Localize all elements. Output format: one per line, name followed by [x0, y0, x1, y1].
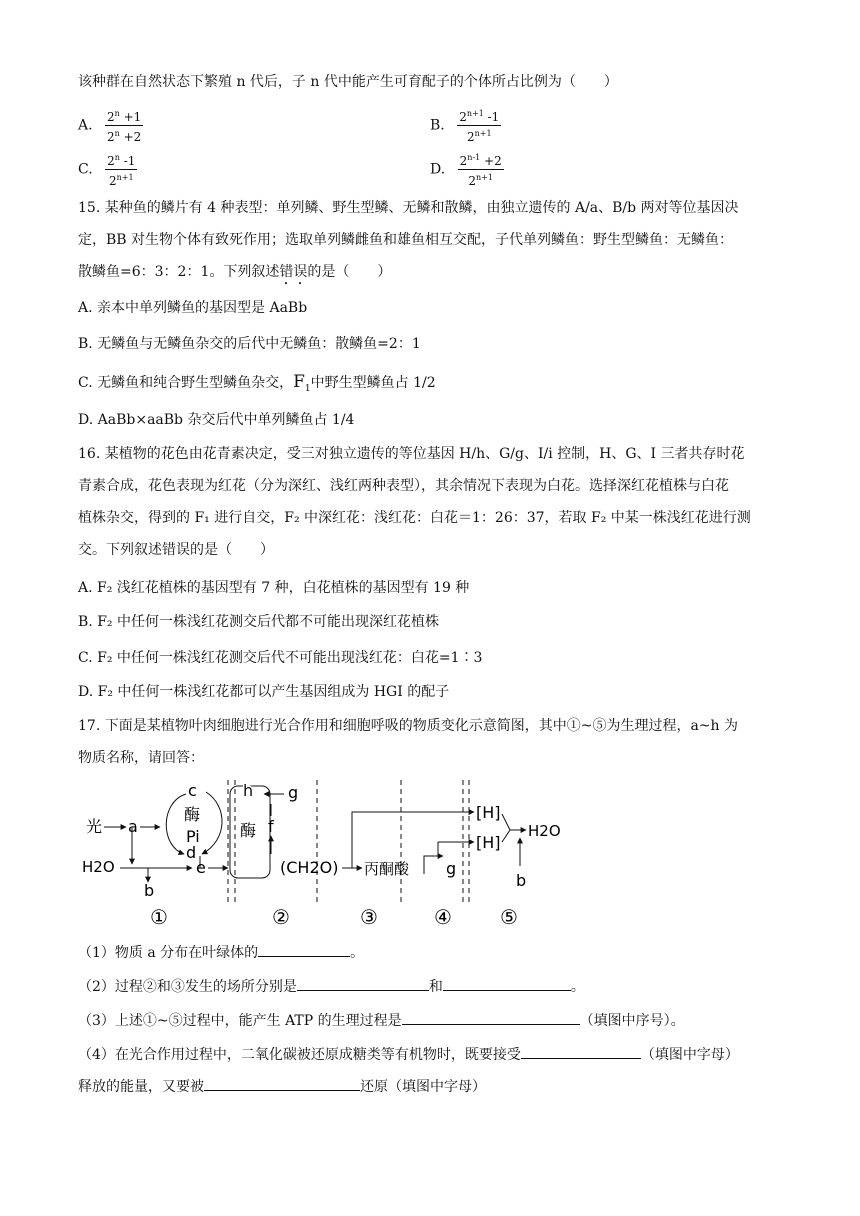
- q15-line-1: 15. 某种鱼的鳞片有 4 种表型：单列鳞、野生型鳞、无鳞和散鳞，由独立遗传的 A/a、B/b 两对等位基因决: [78, 200, 739, 216]
- pyruvate-label: 丙酮酸: [364, 860, 410, 878]
- q15-option-d[interactable]: D. AaBb×aaBb 杂交后代中单列鳞鱼占 1/4: [78, 412, 355, 428]
- q14-stem: 该种群在自然状态下繁殖 n 代后，子 n 代中能产生可育配子的个体所占比例为（ ）: [78, 74, 618, 90]
- q14-option-b[interactable]: B. $\frac{2^{n+1} -1}{2^{n+1}}$: [430, 106, 501, 145]
- process-dividers: [228, 780, 469, 906]
- step-4-label: ④: [434, 905, 452, 929]
- substance-g-bottom: g: [446, 859, 457, 878]
- q16-option-a[interactable]: A. F₂ 浅红花植株的基因型有 7 种，白花植株的基因型有 19 种: [78, 580, 470, 596]
- q17-sub-2: （2）过程②和③发生的场所分别是 和 。: [78, 976, 585, 997]
- h-bracket-bottom: [H]: [476, 833, 501, 852]
- substance-b-left: b: [144, 881, 155, 900]
- answer-blank-4b[interactable]: [204, 1076, 360, 1091]
- pyruvate-to-g-arrow: [424, 856, 443, 874]
- h-bracket-top: [H]: [476, 803, 501, 822]
- q16-line-3: 植株杂交，得到的 F₁ 进行自交，F₂ 中深红花：浅红花：白花＝1：26：37，若取 F₂ 中某一株浅红花进行测: [78, 510, 751, 526]
- q16-option-c[interactable]: C. F₂ 中任何一株浅红花测交后代不可能出现浅红花：白花=1∶3: [78, 650, 483, 666]
- option-a-fraction: $\frac{2^n +1}{2^n +2}$: [105, 106, 143, 145]
- answer-blank-2b[interactable]: [443, 976, 571, 991]
- enzyme-label-2: 酶: [240, 821, 257, 840]
- atp-cycle-right-arrow: [202, 792, 222, 854]
- substance-g-top: g: [288, 783, 299, 802]
- light-label: 光: [86, 817, 103, 836]
- option-b-fraction: $\frac{2^{n+1} -1}{2^{n+1}}$: [457, 106, 501, 145]
- q15-line-3: 散鳞鱼=6：3：2：1。下列叙述错误的是（ ）: [78, 264, 392, 280]
- substance-c: c: [188, 781, 197, 800]
- q15-option-a[interactable]: A. 亲本中单列鳞鱼的基因型是 AaBb: [78, 300, 308, 316]
- emphasis-text: 错误: [279, 264, 308, 280]
- enzyme-label-1: 酶: [184, 805, 201, 824]
- answer-blank-4a[interactable]: [521, 1044, 641, 1059]
- ch2o-label: (CH2O): [280, 858, 339, 877]
- q14-option-d[interactable]: D. $\frac{2^{n-1} +2}{2^{n+1}}$: [430, 150, 504, 189]
- q14-option-c[interactable]: C. $\frac{2^n -1}{2^{n+1}}$: [78, 150, 137, 189]
- step-1-label: ①: [150, 905, 168, 929]
- q17-sub-4-cont: 释放的能量，又要被 还原（填图中字母）: [78, 1076, 486, 1097]
- water-input: H2O: [82, 858, 115, 876]
- substance-f: f: [268, 817, 274, 836]
- answer-blank-1[interactable]: [258, 942, 350, 957]
- q15-option-b[interactable]: B. 无鳞鱼与无鳞鱼杂交的后代中无鳞鱼：散鳞鱼=2：1: [78, 336, 421, 352]
- q17-line-1: 17. 下面是某植物叶肉细胞进行光合作用和细胞呼吸的物质变化示意简图，其中①~⑤为生理过程，a~h 为: [78, 718, 738, 734]
- q16-option-b[interactable]: B. F₂ 中任何一株浅红花测交后代都不可能出现深红花植株: [78, 614, 439, 630]
- step-5-label: ⑤: [500, 905, 518, 929]
- q17-line-2: 物质名称，请回答：: [78, 750, 204, 766]
- option-d-fraction: $\frac{2^{n-1} +2}{2^{n+1}}$: [458, 150, 504, 189]
- substance-a: a: [128, 817, 138, 836]
- q15-option-c[interactable]: C. 无鳞鱼和纯合野生型鳞鱼杂交，$F_1$中野生型鳞鱼占 1/2: [78, 372, 436, 394]
- q17-sub-4: （4）在光合作用过程中，二氧化碳被还原成糖类等有机物时，既要接受 （填图中字母）: [78, 1044, 739, 1065]
- q16-line-4: 交。下列叙述错误的是（ ）: [78, 542, 274, 558]
- q14-option-a[interactable]: A. $\frac{2^n +1}{2^n +2}$: [78, 106, 143, 145]
- answer-blank-2a[interactable]: [297, 976, 429, 991]
- substance-h: h: [243, 781, 254, 800]
- water-output: H2O: [528, 822, 561, 840]
- q15-line-2: 定，BB 对生物个体有致死作用；选取单列鳞雌鱼和雄鱼相互交配，子代单列鳞鱼：野生型鳞鱼：无鳞鱼：: [78, 232, 734, 248]
- pi-label: Pi: [186, 827, 200, 846]
- substance-e: e: [196, 858, 206, 877]
- substance-d: d: [186, 843, 197, 862]
- q16-line-2: 青素合成，花色表现为红花（分为深红、浅红两种表型），其余情况下表现为白花。选择深红花植株与白花: [78, 478, 729, 494]
- step-3-label: ③: [360, 905, 378, 929]
- option-c-fraction: $\frac{2^n -1}{2^{n+1}}$: [105, 150, 137, 189]
- photosynthesis-respiration-diagram: [78, 776, 598, 930]
- q17-sub-1: （1）物质 a 分布在叶绿体的 。: [78, 942, 364, 963]
- q16-line-1: 16. 某植物的花色由花青素决定，受三对独立遗传的等位基因 H/h、G/g、I/i 控制，H、G、I 三者共存时花: [78, 446, 745, 462]
- answer-blank-3[interactable]: [402, 1010, 580, 1025]
- step-2-label: ②: [272, 905, 290, 929]
- q16-option-d[interactable]: D. F₂ 中任何一株浅红花都可以产生基因组成为 HGI 的配子: [78, 684, 450, 700]
- substance-b-right: b: [516, 871, 527, 890]
- atp-cycle-left-arrow: [166, 794, 186, 854]
- q17-sub-3: （3）上述①~⑤过程中，能产生 ATP 的生理过程是 （填图中序号）。: [78, 1010, 685, 1031]
